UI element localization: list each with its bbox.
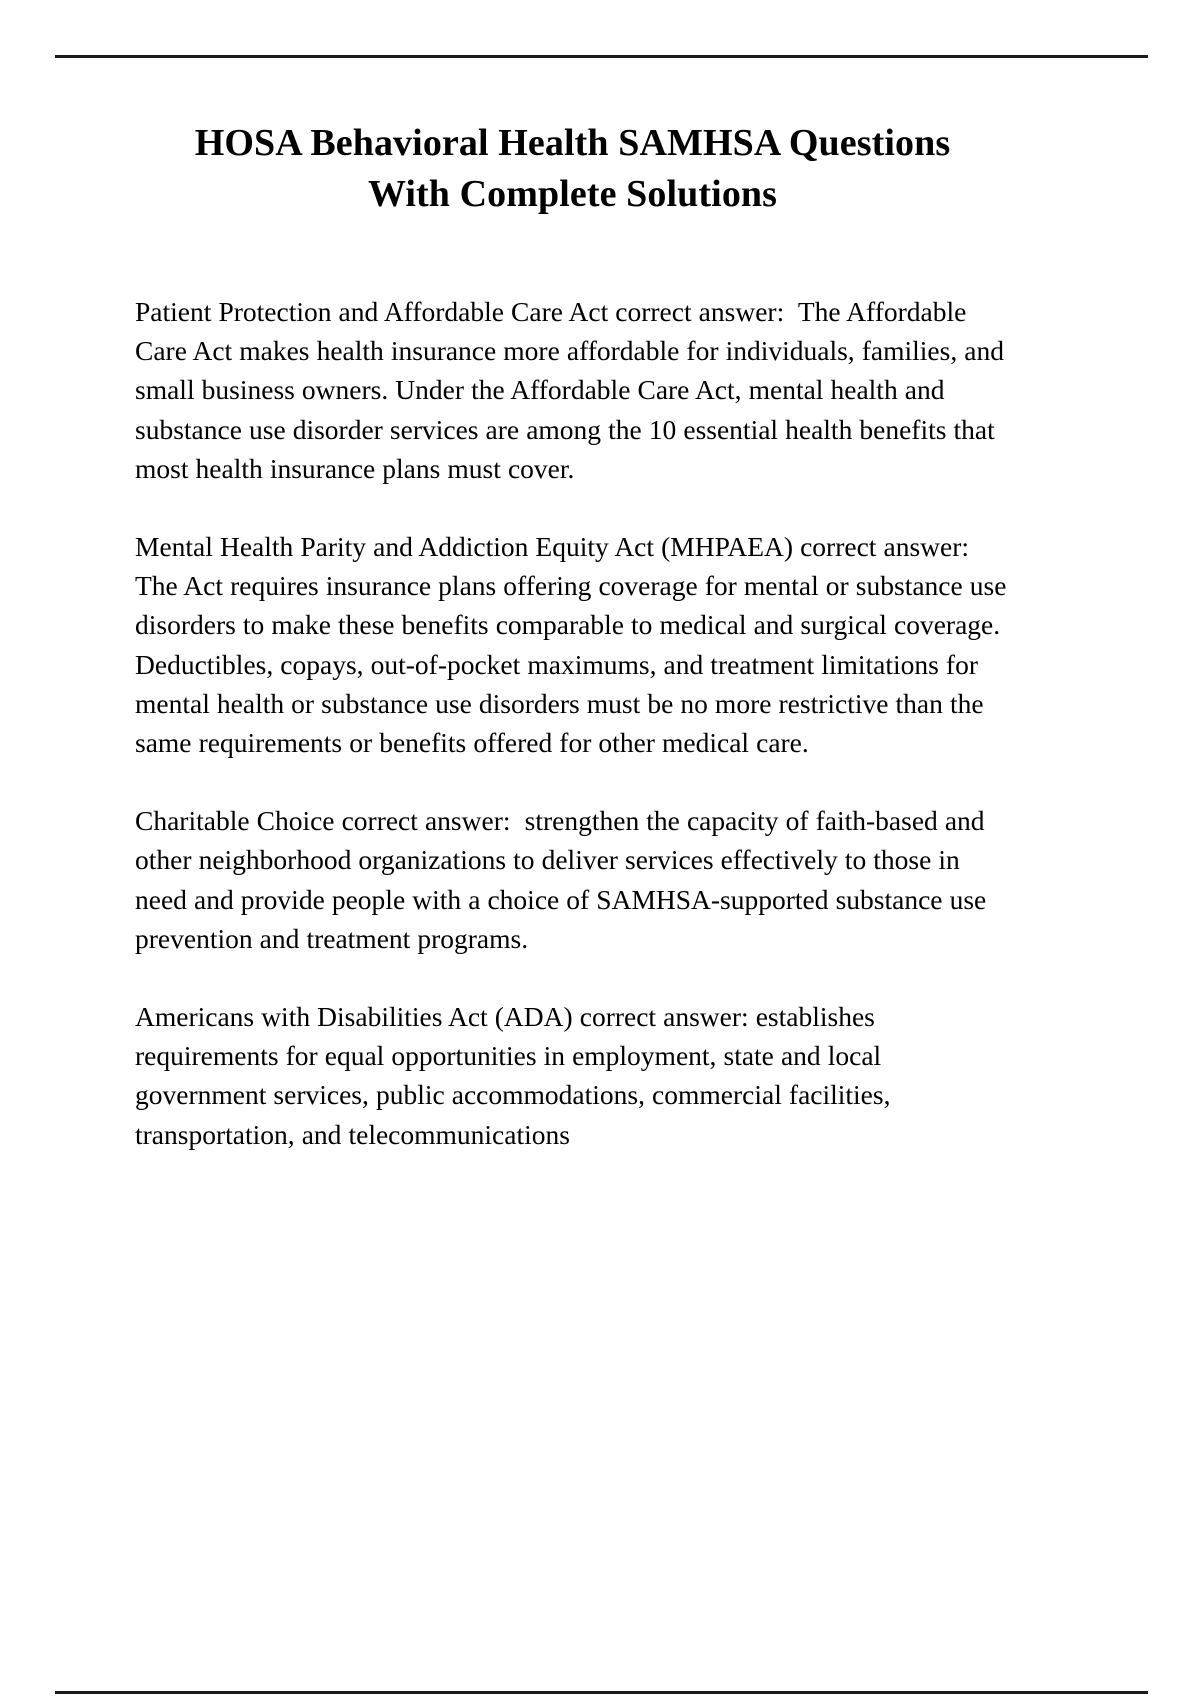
document-content bbox=[135, 118, 1014, 1154]
page-bottom-divider bbox=[55, 1691, 1148, 1694]
qa-item: Patient Protection and Affordable Care Act correct answer: The Affordable Care Act makes health insurance more affordable for individuals, families, and small business owners. Under the Affordable Care Act, mental health and substance use disorder services are among the 10 essential health benefits that most health insurance plans must cover. bbox=[135, 296, 1012, 484]
qa-item: Charitable Choice correct answer: strengthen the capacity of faith-based and other neighborhood organizations to deliver services effectively to those in need and provide people with a choice of SAMHSA-supported substance use prevention and treatment programs. bbox=[135, 805, 994, 954]
page-top-divider bbox=[55, 55, 1148, 58]
qa-item: Mental Health Parity and Addiction Equity Act (MHPAEA) correct answer: The Act requires insurance plans offering coverage for mental or substance use disorders to make these benefits comparable to medical and surgical coverage. Deductibles, copays, out-of-pocket maximums, and treatment limitations for mental health or substance use disorders must be no more restrictive than the same requirements or benefits offered for other medical care. bbox=[135, 531, 1014, 759]
qa-item: Americans with Disabilities Act (ADA) correct answer: establishes requirements for equal opportunities in employment, state and local government services, public accommodations, commercial facilities, transportation, and telecommunications bbox=[135, 1001, 898, 1150]
page-title-line-1: HOSA Behavioral Health SAMHSA Questions bbox=[194, 122, 951, 164]
page-title-line-2: With Complete Solutions bbox=[367, 173, 778, 215]
qa-list bbox=[135, 292, 1014, 1154]
page-title bbox=[135, 118, 1010, 220]
